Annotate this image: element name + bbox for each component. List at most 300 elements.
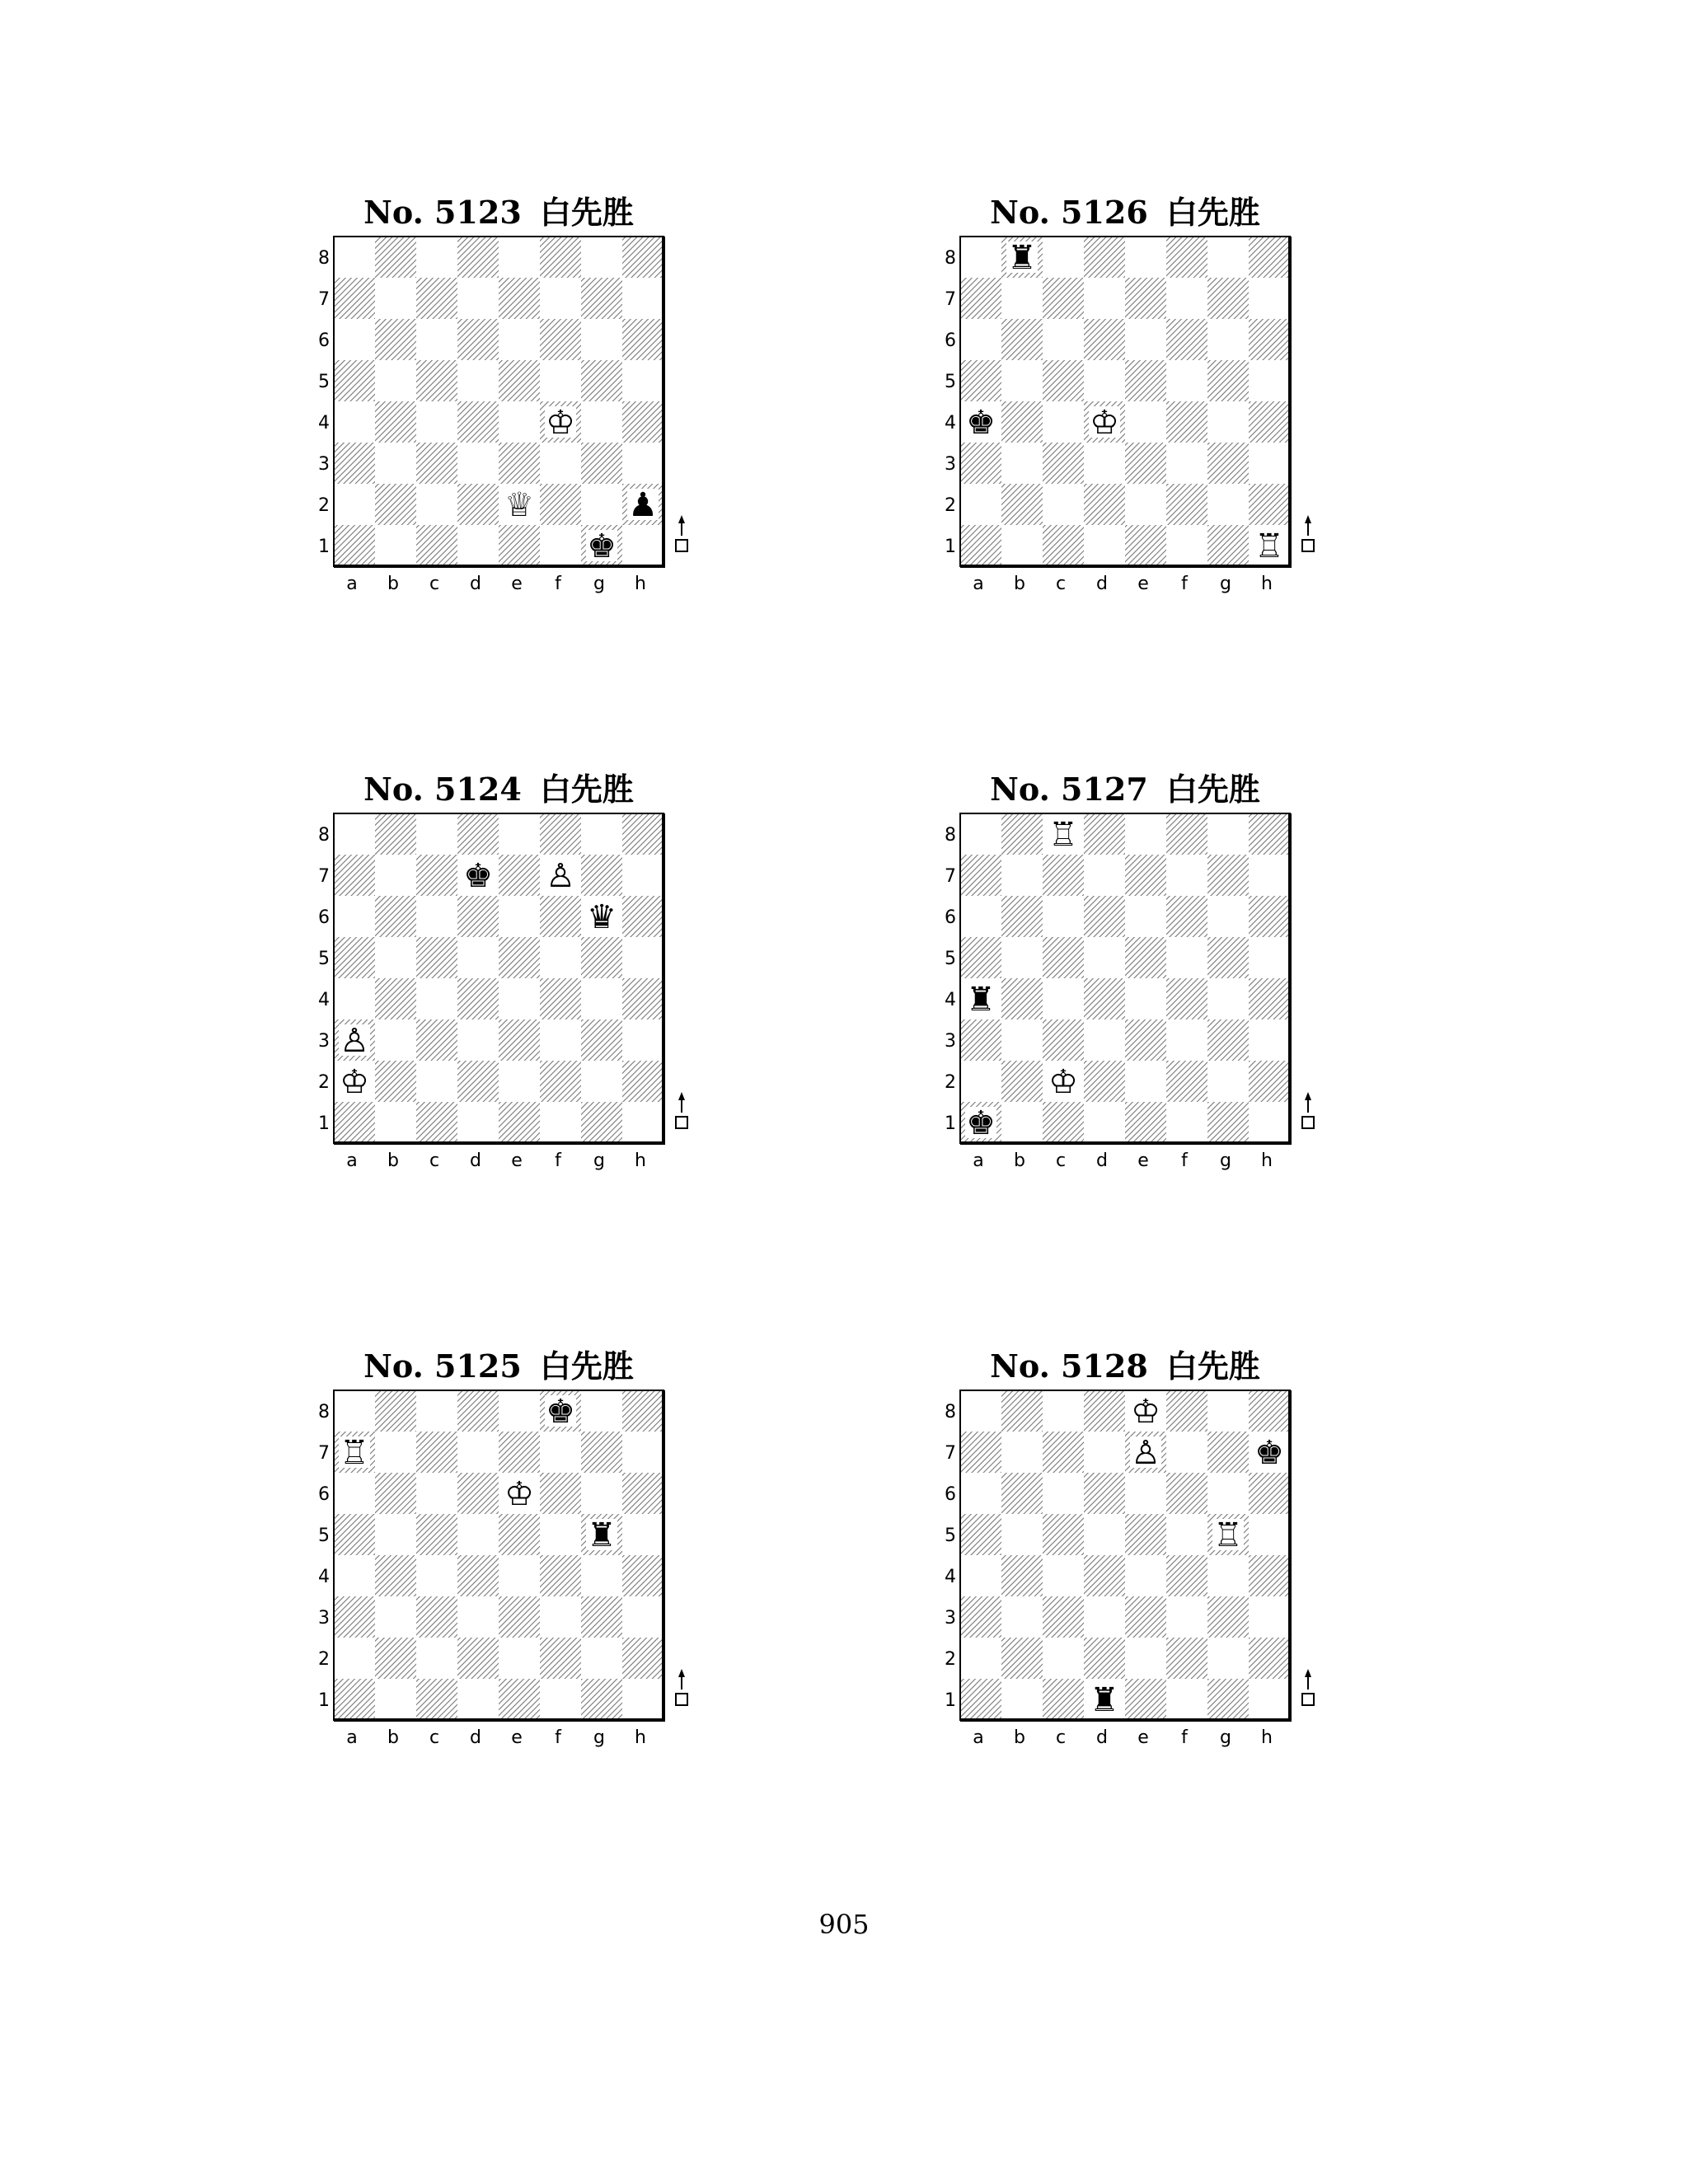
board-square <box>416 319 457 360</box>
board-square <box>499 401 540 443</box>
board-square <box>540 1514 581 1555</box>
board-square <box>1125 360 1166 401</box>
file-label: a <box>346 1727 358 1748</box>
board-square <box>1001 1061 1043 1102</box>
file-label: f <box>1181 574 1188 594</box>
board-square <box>416 484 457 525</box>
board-square <box>622 1390 663 1432</box>
puzzle-title <box>960 192 1290 233</box>
board-square <box>457 237 499 278</box>
board-square <box>581 360 622 401</box>
board-square <box>1043 525 1084 566</box>
board-square <box>334 484 375 525</box>
puzzle-goal: 白先胜 <box>1165 194 1260 231</box>
board-square <box>499 1390 540 1432</box>
board-square <box>1125 978 1166 1019</box>
board-square <box>1084 525 1125 566</box>
board-square <box>581 1019 622 1061</box>
board-square <box>499 1019 540 1061</box>
chess-board <box>309 235 696 598</box>
board-square <box>1084 237 1125 278</box>
rank-label: 7 <box>945 289 956 310</box>
board-square <box>416 1019 457 1061</box>
board-square <box>375 401 416 443</box>
board-square <box>1084 443 1125 484</box>
board-square <box>457 1555 499 1596</box>
board-square <box>622 525 663 566</box>
board-square <box>499 1432 540 1473</box>
white-pawn-piece: ♙ <box>546 857 575 895</box>
board-square <box>499 1102 540 1143</box>
white-king-piece: ♔ <box>546 404 575 442</box>
chess-board <box>935 235 1323 598</box>
board-square <box>334 278 375 319</box>
board-square <box>499 1555 540 1596</box>
board-square <box>334 319 375 360</box>
board-square <box>1001 1679 1043 1720</box>
board-square <box>1043 443 1084 484</box>
board-square <box>1166 443 1207 484</box>
chess-board <box>935 812 1323 1174</box>
puzzle-5124 <box>318 769 762 1230</box>
board-square <box>1001 1555 1043 1596</box>
file-label: h <box>1261 574 1273 594</box>
board-square <box>960 813 1001 855</box>
puzzle-goal: 白先胜 <box>539 194 634 231</box>
board-square <box>334 525 375 566</box>
board-square <box>416 1432 457 1473</box>
board-square <box>540 360 581 401</box>
board-square <box>581 278 622 319</box>
puzzle-number: No. 5128 <box>990 1347 1148 1385</box>
black-rook-piece: ♜ <box>966 981 996 1019</box>
board-square <box>960 319 1001 360</box>
board-square <box>375 937 416 978</box>
move-indicator-icon <box>1302 1092 1314 1128</box>
file-label: a <box>346 574 358 594</box>
rank-label: 6 <box>945 907 956 928</box>
board-square <box>1166 525 1207 566</box>
board-square <box>581 1390 622 1432</box>
rank-label: 3 <box>945 454 956 475</box>
board-square <box>457 525 499 566</box>
board-square <box>1207 813 1249 855</box>
board-square <box>375 1102 416 1143</box>
board-square <box>1043 1514 1084 1555</box>
board-square <box>1125 484 1166 525</box>
board-square <box>1043 1019 1084 1061</box>
board-square <box>375 1432 416 1473</box>
board-square <box>416 813 457 855</box>
board-square <box>1166 1679 1207 1720</box>
move-indicator-icon <box>1302 1669 1314 1705</box>
board-square <box>1249 443 1290 484</box>
board-square <box>416 978 457 1019</box>
board-square <box>416 278 457 319</box>
board-square <box>375 278 416 319</box>
black-rook-piece: ♜ <box>1090 1681 1119 1719</box>
board-square <box>1166 1432 1207 1473</box>
file-label: b <box>1014 1727 1025 1748</box>
board-square <box>540 1555 581 1596</box>
rank-label: 2 <box>945 1072 956 1093</box>
board-square <box>1207 525 1249 566</box>
board-square <box>622 319 663 360</box>
puzzle-number: No. 5125 <box>363 1347 522 1385</box>
board-square <box>375 525 416 566</box>
white-king-piece: ♔ <box>1048 1063 1078 1101</box>
board-square <box>1043 937 1084 978</box>
board-square <box>416 1061 457 1102</box>
board-square <box>1249 813 1290 855</box>
board-square <box>540 1019 581 1061</box>
board-square <box>1125 1555 1166 1596</box>
board-square <box>540 525 581 566</box>
board-square <box>375 443 416 484</box>
board-square <box>334 401 375 443</box>
move-indicator-icon <box>676 1669 687 1705</box>
black-rook-piece: ♜ <box>1007 239 1037 277</box>
rank-label: 1 <box>318 1113 330 1134</box>
board-square <box>622 237 663 278</box>
board-square <box>540 978 581 1019</box>
board-square <box>1084 1555 1125 1596</box>
board-square <box>499 1679 540 1720</box>
board-square <box>1043 1432 1084 1473</box>
board-square <box>457 1432 499 1473</box>
board-square <box>1207 1102 1249 1143</box>
file-label: e <box>1137 574 1149 594</box>
file-label: d <box>470 1151 481 1171</box>
board-square <box>1001 1473 1043 1514</box>
rank-label: 8 <box>318 1402 330 1422</box>
board-square <box>1207 855 1249 896</box>
file-label: f <box>1181 1727 1188 1748</box>
board-square <box>1084 937 1125 978</box>
rank-label: 4 <box>318 1567 330 1587</box>
board-square <box>1249 484 1290 525</box>
board-square <box>1125 319 1166 360</box>
board-square <box>960 1390 1001 1432</box>
board-square <box>1001 1390 1043 1432</box>
rank-label: 8 <box>318 248 330 269</box>
board-square <box>375 484 416 525</box>
board-square <box>1125 237 1166 278</box>
board-square <box>1166 319 1207 360</box>
puzzle-goal: 白先胜 <box>1165 771 1260 808</box>
black-king-piece: ♚ <box>546 1393 575 1431</box>
board-square <box>960 1638 1001 1679</box>
board-square <box>1001 1019 1043 1061</box>
board-square <box>334 896 375 937</box>
board-square <box>334 1555 375 1596</box>
board-square <box>581 1679 622 1720</box>
board-square <box>375 1390 416 1432</box>
board-square <box>499 1514 540 1555</box>
board-square <box>581 1432 622 1473</box>
board-square <box>1043 278 1084 319</box>
board-square <box>457 278 499 319</box>
board-square <box>540 896 581 937</box>
board-square <box>1043 1638 1084 1679</box>
board-square <box>1207 278 1249 319</box>
rank-label: 7 <box>945 1443 956 1464</box>
board-square <box>1001 1432 1043 1473</box>
board-square <box>622 855 663 896</box>
rank-label: 3 <box>945 1031 956 1052</box>
file-label: h <box>635 574 646 594</box>
board-square <box>1125 278 1166 319</box>
board-square <box>622 937 663 978</box>
board-square <box>416 401 457 443</box>
rank-label: 6 <box>318 330 330 351</box>
board-square <box>1207 360 1249 401</box>
board-square <box>1207 1555 1249 1596</box>
puzzle-number: No. 5127 <box>990 771 1148 808</box>
board-square <box>1001 484 1043 525</box>
file-label: e <box>511 574 523 594</box>
board-square <box>457 1679 499 1720</box>
board-square <box>960 525 1001 566</box>
board-square <box>960 896 1001 937</box>
board-square <box>416 855 457 896</box>
white-king-piece: ♔ <box>1131 1393 1160 1431</box>
board-square <box>1207 1638 1249 1679</box>
file-label: b <box>387 1727 399 1748</box>
board-square <box>540 813 581 855</box>
rank-label: 3 <box>945 1608 956 1629</box>
rank-label: 1 <box>945 1113 956 1134</box>
board-square <box>1166 978 1207 1019</box>
board-square <box>1166 1638 1207 1679</box>
board-square <box>622 813 663 855</box>
board-square <box>1001 896 1043 937</box>
file-label: d <box>470 574 481 594</box>
puzzle-title <box>334 1346 663 1387</box>
file-label: b <box>1014 574 1025 594</box>
board-square <box>375 237 416 278</box>
white-rook-piece: ♖ <box>1048 816 1078 854</box>
board-square <box>581 1596 622 1638</box>
board-square <box>581 1061 622 1102</box>
board-square <box>334 360 375 401</box>
file-label: d <box>1096 1727 1108 1748</box>
board-square <box>334 813 375 855</box>
rank-label: 5 <box>945 1526 956 1546</box>
white-pawn-piece: ♙ <box>340 1022 369 1060</box>
board-square <box>960 1679 1001 1720</box>
file-label: e <box>511 1727 523 1748</box>
file-label: g <box>593 574 605 594</box>
board-square <box>1084 484 1125 525</box>
board-square <box>960 443 1001 484</box>
board-square <box>622 1473 663 1514</box>
board-square <box>1001 1514 1043 1555</box>
board-square <box>1043 1473 1084 1514</box>
board-square <box>1125 1019 1166 1061</box>
board-square <box>1207 484 1249 525</box>
file-label: e <box>511 1151 523 1171</box>
board-square <box>1249 855 1290 896</box>
board-square <box>416 1638 457 1679</box>
board-square <box>1043 855 1084 896</box>
file-label: c <box>429 1151 440 1171</box>
puzzle-5126 <box>945 192 1389 654</box>
board-square <box>416 1473 457 1514</box>
board-square <box>457 1019 499 1061</box>
board-square <box>960 1432 1001 1473</box>
board-square <box>1249 1596 1290 1638</box>
rank-label: 8 <box>318 825 330 846</box>
black-rook-piece: ♜ <box>587 1516 617 1554</box>
file-label: c <box>1055 574 1067 594</box>
rank-label: 4 <box>945 1567 956 1587</box>
board-square <box>1043 1679 1084 1720</box>
file-label: g <box>1220 1727 1231 1748</box>
board-square <box>1125 1596 1166 1638</box>
board-square <box>1043 896 1084 937</box>
board-square <box>457 360 499 401</box>
board-square <box>1125 1061 1166 1102</box>
board-square <box>581 401 622 443</box>
board-square <box>499 978 540 1019</box>
puzzle-goal: 白先胜 <box>539 1348 634 1385</box>
board-square <box>1125 1514 1166 1555</box>
board-square <box>540 278 581 319</box>
file-label: f <box>555 574 561 594</box>
board-square <box>457 1514 499 1555</box>
file-label: c <box>1055 1727 1067 1748</box>
rank-label: 2 <box>318 1072 330 1093</box>
board-square <box>1249 1638 1290 1679</box>
file-label: b <box>387 1151 399 1171</box>
board-square <box>1043 237 1084 278</box>
puzzle-title <box>334 192 663 233</box>
file-label: e <box>1137 1151 1149 1171</box>
file-label: b <box>1014 1151 1025 1171</box>
puzzle-number: No. 5123 <box>363 194 522 231</box>
board-square <box>622 278 663 319</box>
board-square <box>540 443 581 484</box>
file-label: d <box>1096 1151 1108 1171</box>
board-square <box>622 1102 663 1143</box>
rank-label: 5 <box>318 372 330 392</box>
file-label: h <box>1261 1727 1273 1748</box>
board-square <box>960 484 1001 525</box>
board-square <box>581 1638 622 1679</box>
board-square <box>622 1679 663 1720</box>
rank-label: 4 <box>945 413 956 434</box>
board-square <box>581 1555 622 1596</box>
board-square <box>540 237 581 278</box>
board-square <box>1249 1473 1290 1514</box>
board-square <box>1001 319 1043 360</box>
black-king-piece: ♚ <box>463 857 493 895</box>
white-queen-piece: ♕ <box>504 486 534 524</box>
white-rook-piece: ♖ <box>1254 527 1284 565</box>
rank-label: 7 <box>318 866 330 887</box>
board-square <box>416 937 457 978</box>
board-square <box>334 1638 375 1679</box>
board-square <box>1166 1555 1207 1596</box>
board-square <box>581 1473 622 1514</box>
board-square <box>1084 813 1125 855</box>
board-square <box>1001 360 1043 401</box>
board-square <box>1249 401 1290 443</box>
board-square <box>540 1596 581 1638</box>
puzzle-goal: 白先胜 <box>539 771 634 808</box>
move-indicator-icon <box>676 1092 687 1128</box>
board-square <box>499 237 540 278</box>
board-square <box>1166 1473 1207 1514</box>
board-square <box>622 443 663 484</box>
board-square <box>499 896 540 937</box>
board-square <box>1249 1061 1290 1102</box>
board-square <box>499 1061 540 1102</box>
board-square <box>581 1102 622 1143</box>
file-label: a <box>346 1151 358 1171</box>
board-square <box>1249 1390 1290 1432</box>
board-square <box>1207 1679 1249 1720</box>
board-square <box>457 1390 499 1432</box>
board-square <box>334 855 375 896</box>
board-square <box>622 1514 663 1555</box>
board-square <box>1043 484 1084 525</box>
page-number: 905 <box>818 1909 870 1940</box>
board-square <box>1084 1596 1125 1638</box>
puzzle-5123 <box>318 192 762 654</box>
board-square <box>375 813 416 855</box>
board-square <box>1125 1102 1166 1143</box>
board-square <box>1043 401 1084 443</box>
board-square <box>499 1638 540 1679</box>
board-square <box>1207 937 1249 978</box>
board-square <box>540 1432 581 1473</box>
board-square <box>1207 1432 1249 1473</box>
rank-label: 2 <box>945 495 956 516</box>
board-square <box>1166 237 1207 278</box>
file-label: g <box>593 1727 605 1748</box>
board-square <box>540 1061 581 1102</box>
board-square <box>960 1555 1001 1596</box>
board-square <box>1043 1390 1084 1432</box>
board-square <box>499 360 540 401</box>
board-square <box>499 855 540 896</box>
board-square <box>1001 978 1043 1019</box>
board-square <box>416 896 457 937</box>
board-square <box>1166 937 1207 978</box>
file-label: h <box>635 1151 646 1171</box>
board-square <box>1249 1555 1290 1596</box>
board-square <box>1084 1390 1125 1432</box>
board-square <box>1125 813 1166 855</box>
puzzle-title <box>334 769 663 810</box>
rank-label: 6 <box>318 907 330 928</box>
board-square <box>334 978 375 1019</box>
puzzle-number: No. 5126 <box>990 194 1148 231</box>
board-square <box>622 1061 663 1102</box>
board-square <box>1249 278 1290 319</box>
board-square <box>1043 1596 1084 1638</box>
board-square <box>499 937 540 978</box>
board-square <box>1249 319 1290 360</box>
board-square <box>1166 1019 1207 1061</box>
white-rook-piece: ♖ <box>1213 1516 1243 1554</box>
puzzle-5128 <box>945 1346 1389 1807</box>
board-square <box>375 978 416 1019</box>
chess-board <box>309 1389 696 1751</box>
rank-label: 6 <box>945 330 956 351</box>
